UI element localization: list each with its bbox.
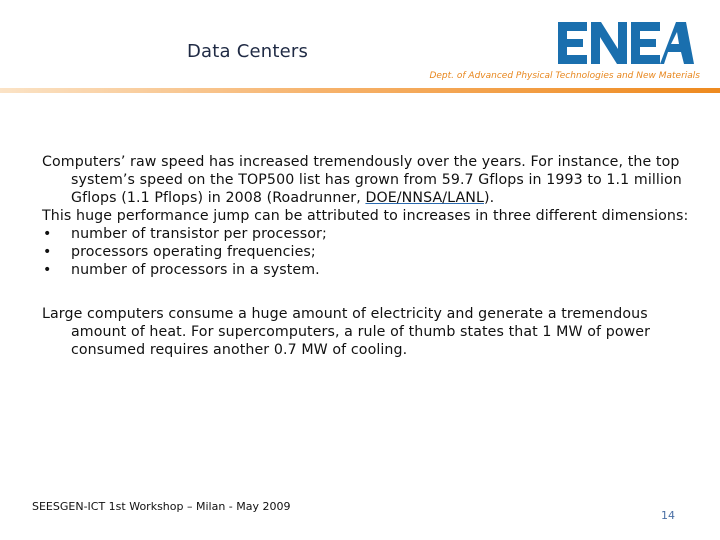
roadrunner-link[interactable]: DOE/NNSA/LANL — [365, 190, 485, 206]
list-item-text: processors operating frequencies; — [71, 244, 316, 260]
list-item-text: number of transistor per processor; — [71, 226, 327, 242]
page-number: 14 — [661, 509, 675, 522]
list-item-text: number of processors in a system. — [71, 262, 320, 278]
list-item — [42, 261, 692, 279]
paragraph-speed-text: Computers’ raw speed has increased tremendously over the years. For instance, the top system’s speed on the TOP500 list has grown from 59.7 Gflops in 1993 to 1.1 million Gflops (1.1 Pflops) in 2008 (Roadrunner, — [42, 154, 682, 206]
bullet-icon: • — [43, 262, 52, 278]
paragraph-performance: This huge performance jump can be attributed to increases in three different dimensions: — [42, 208, 689, 224]
spacer — [42, 279, 692, 305]
bullet-icon: • — [43, 244, 52, 260]
dimension-list — [42, 225, 692, 279]
header-divider — [0, 88, 720, 93]
list-item — [42, 225, 692, 243]
list-item — [42, 243, 692, 261]
enea-logo — [556, 19, 696, 67]
bullet-icon: • — [43, 226, 52, 242]
slide-body — [42, 153, 692, 359]
slide-title: Data Centers — [187, 41, 309, 62]
paragraph-speed-end: ). — [484, 190, 495, 206]
footer-text: SEESGEN-ICT 1st Workshop – Milan - May 2009 — [32, 500, 291, 513]
department-subtitle: Dept. of Advanced Physical Technologies and New Materials — [429, 71, 700, 81]
paragraph-speed — [42, 153, 692, 207]
paragraph-power: Large computers consume a huge amount of electricity and generate a tremendous amount of heat. For supercomputers, a rule of thumb states that 1 MW of power consumed requires another 0.7 MW of cooling. — [42, 306, 651, 358]
